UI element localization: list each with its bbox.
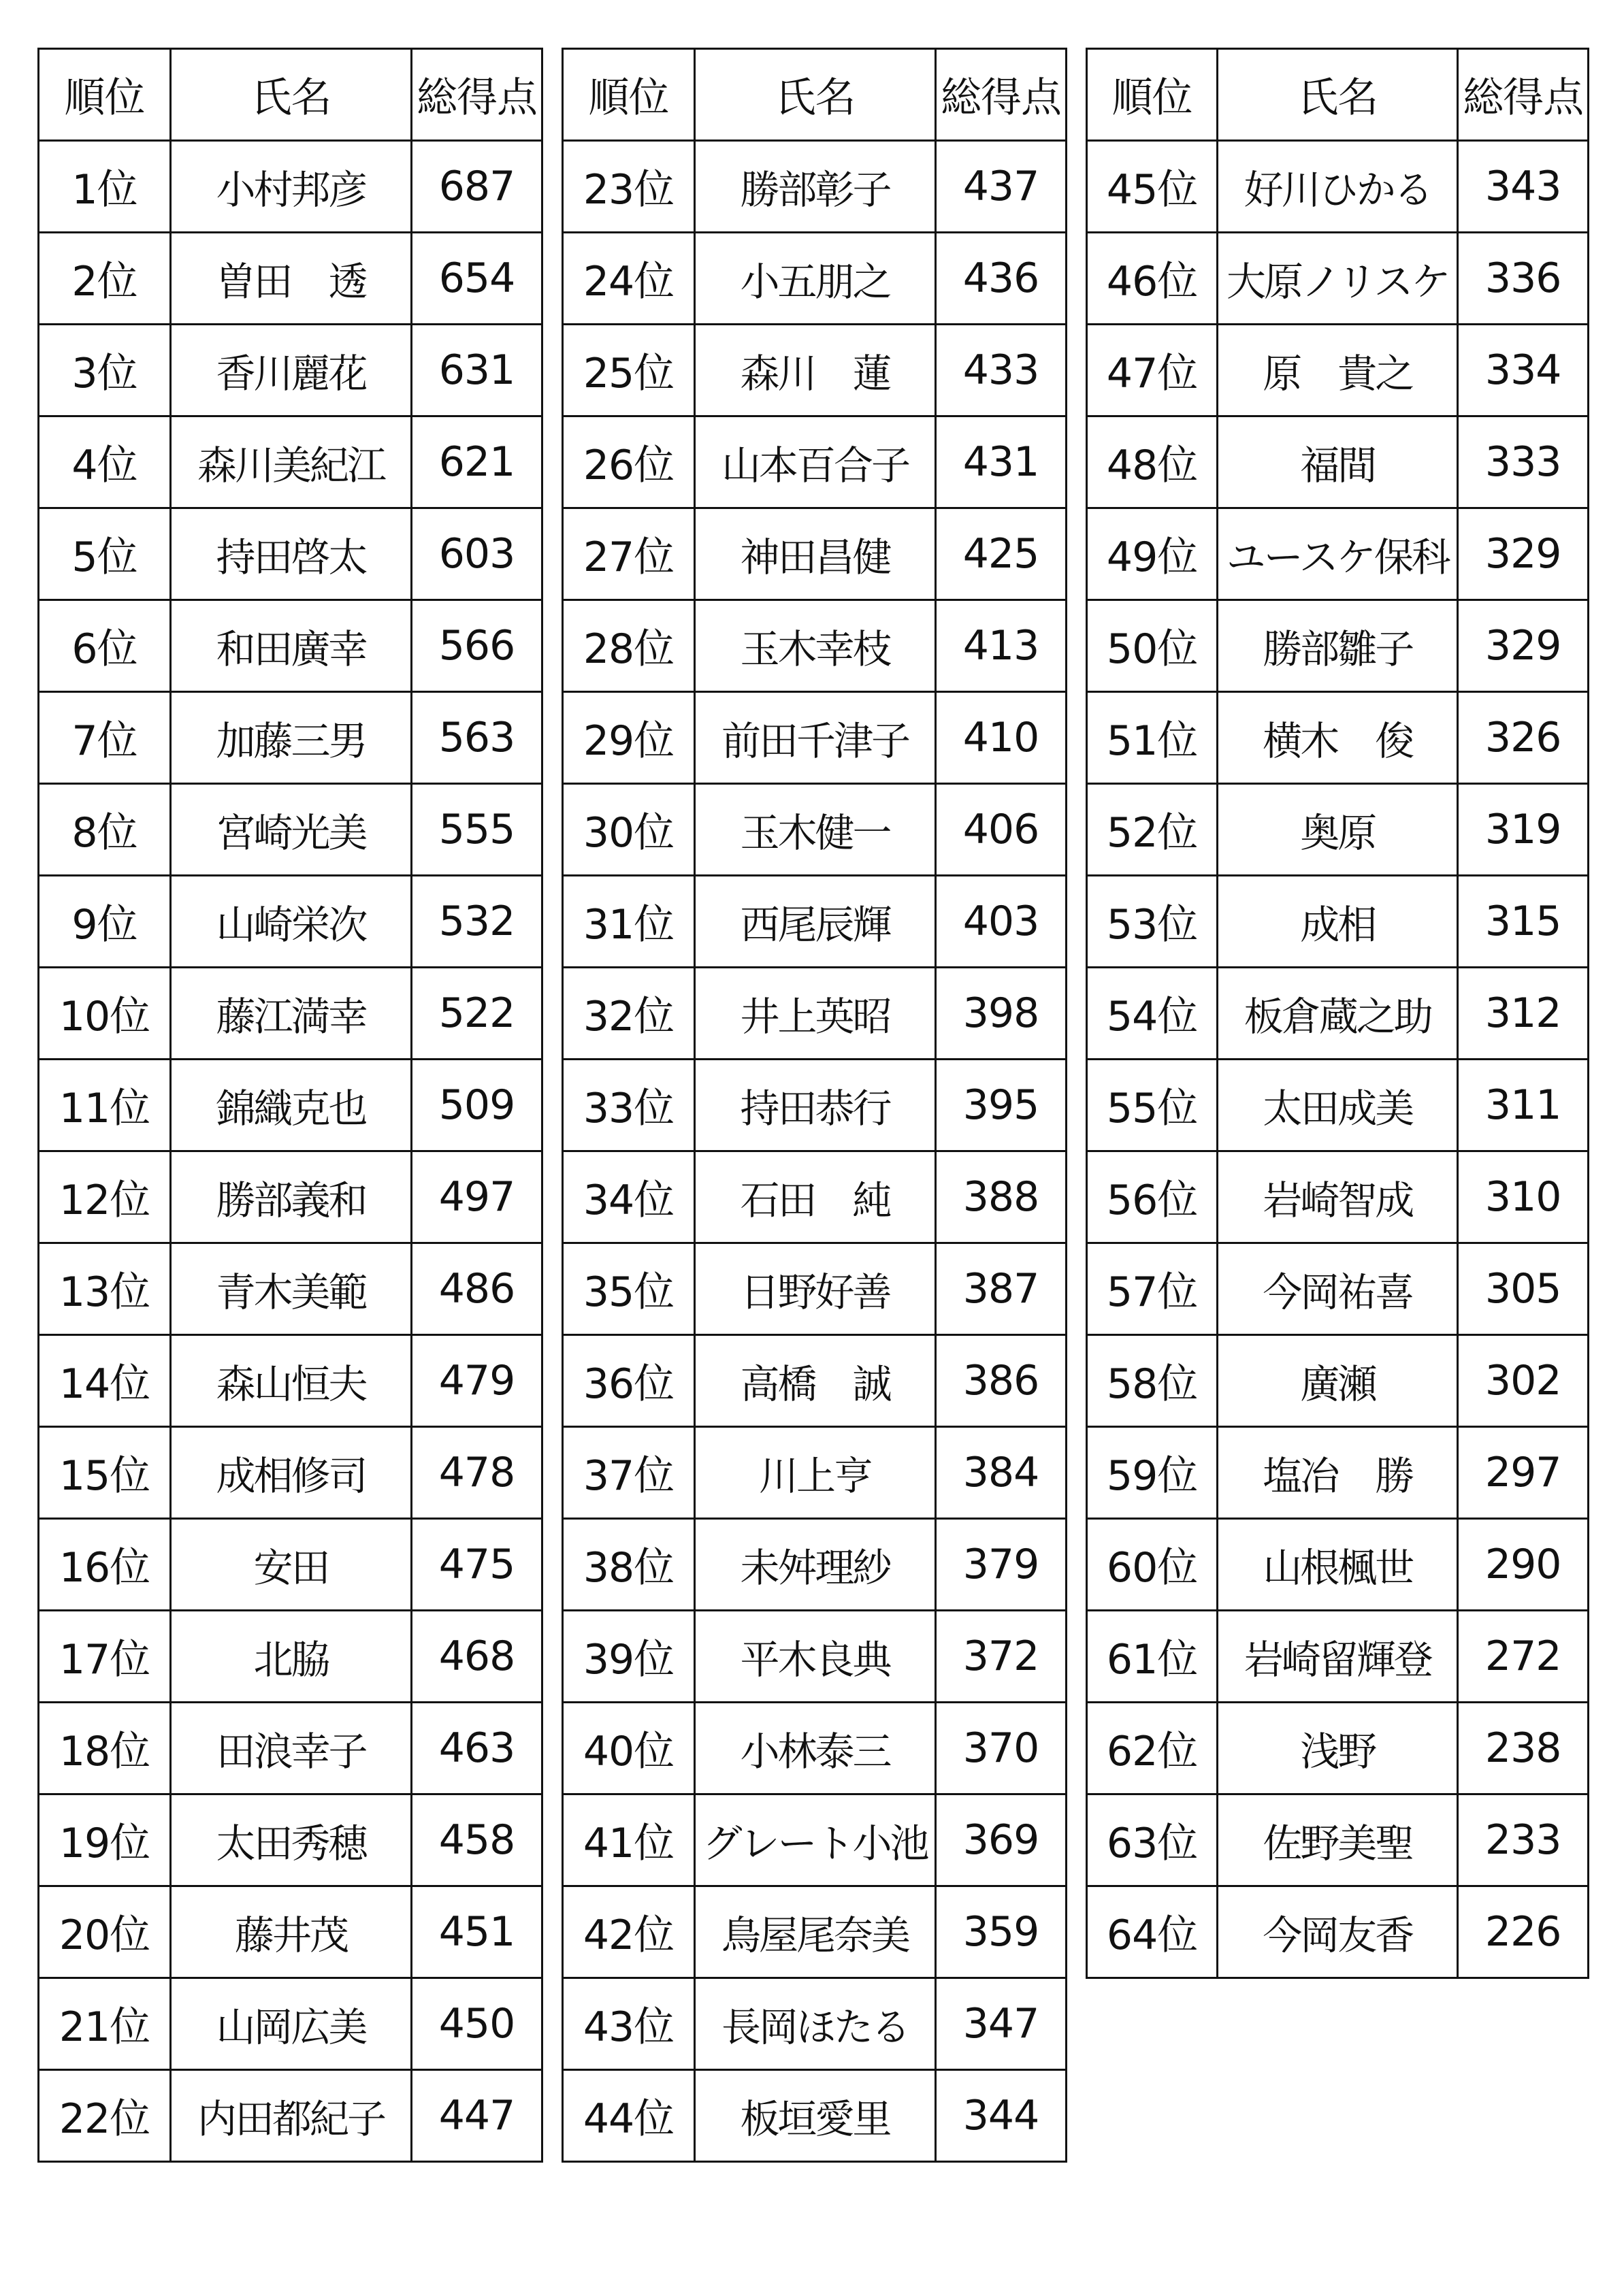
table-row	[39, 325, 542, 416]
name-cell: 山崎栄次	[171, 876, 412, 968]
rank-cell: 43位	[563, 1978, 695, 2070]
name-cell: 成相修司	[171, 1427, 412, 1519]
rank-cell: 5位	[39, 508, 171, 600]
score-cell: 497	[412, 1151, 542, 1243]
table-row	[39, 2070, 542, 2162]
rank-cell: 3位	[39, 325, 171, 416]
name-cell: 原 貴之	[1218, 325, 1458, 416]
rank-cell: 33位	[563, 1060, 695, 1151]
rank-cell: 35位	[563, 1243, 695, 1335]
score-cell: 431	[936, 416, 1067, 508]
name-cell: 安田	[171, 1519, 412, 1611]
table-row	[1087, 508, 1589, 600]
score-cell: 555	[412, 784, 542, 876]
score-cell: 450	[412, 1978, 542, 2070]
rank-cell: 4位	[39, 416, 171, 508]
header-row	[39, 49, 542, 141]
rank-cell: 42位	[563, 1886, 695, 1978]
table-row	[563, 1427, 1067, 1519]
rank-cell: 29位	[563, 692, 695, 784]
score-cell: 329	[1458, 600, 1589, 692]
name-cell: 廣瀬	[1218, 1335, 1458, 1427]
table-row	[1087, 968, 1589, 1060]
name-cell: グレート小池	[695, 1794, 936, 1886]
score-cell: 386	[936, 1335, 1067, 1427]
table-row	[1087, 1519, 1589, 1611]
rank-cell: 36位	[563, 1335, 695, 1427]
score-cell: 333	[1458, 416, 1589, 508]
table-row	[1087, 784, 1589, 876]
rank-cell: 7位	[39, 692, 171, 784]
table-row	[1087, 600, 1589, 692]
score-cell: 384	[936, 1427, 1067, 1519]
name-cell: 板垣愛里	[695, 2070, 936, 2162]
rank-cell: 51位	[1087, 692, 1218, 784]
table-row	[563, 325, 1067, 416]
rank-cell: 2位	[39, 233, 171, 325]
score-cell: 475	[412, 1519, 542, 1611]
score-cell: 238	[1458, 1703, 1589, 1794]
header-score: 総得点	[936, 49, 1067, 141]
name-cell: 青木美範	[171, 1243, 412, 1335]
score-cell: 233	[1458, 1794, 1589, 1886]
score-cell: 451	[412, 1886, 542, 1978]
score-cell: 398	[936, 968, 1067, 1060]
table-row	[1087, 692, 1589, 784]
name-cell: 藤井茂	[171, 1886, 412, 1978]
score-cell: 437	[936, 141, 1067, 233]
table-row	[1087, 1060, 1589, 1151]
name-cell: 山根楓世	[1218, 1519, 1458, 1611]
score-cell: 687	[412, 141, 542, 233]
score-cell: 388	[936, 1151, 1067, 1243]
header-name: 氏名	[1218, 49, 1458, 141]
score-cell: 347	[936, 1978, 1067, 2070]
name-cell: 今岡友香	[1218, 1886, 1458, 1978]
table-row	[1087, 325, 1589, 416]
rank-cell: 62位	[1087, 1703, 1218, 1794]
table-row	[39, 1427, 542, 1519]
name-cell: 日野好善	[695, 1243, 936, 1335]
name-cell: 川上亨	[695, 1427, 936, 1519]
name-cell: 佐野美聖	[1218, 1794, 1458, 1886]
table-row	[39, 1703, 542, 1794]
name-cell: 勝部義和	[171, 1151, 412, 1243]
rank-cell: 15位	[39, 1427, 171, 1519]
table-row	[39, 1519, 542, 1611]
rank-cell: 40位	[563, 1703, 695, 1794]
table-row	[563, 1060, 1067, 1151]
table-row	[563, 1519, 1067, 1611]
score-cell: 336	[1458, 233, 1589, 325]
rank-cell: 22位	[39, 2070, 171, 2162]
rank-cell: 32位	[563, 968, 695, 1060]
name-cell: 錦織克也	[171, 1060, 412, 1151]
name-cell: 成相	[1218, 876, 1458, 968]
name-cell: 塩冶 勝	[1218, 1427, 1458, 1519]
table-row	[39, 1794, 542, 1886]
score-cell: 406	[936, 784, 1067, 876]
score-cell: 436	[936, 233, 1067, 325]
table-row	[39, 416, 542, 508]
score-cell: 463	[412, 1703, 542, 1794]
table-row	[1087, 416, 1589, 508]
score-cell: 290	[1458, 1519, 1589, 1611]
header-score: 総得点	[412, 49, 542, 141]
table-row	[563, 1886, 1067, 1978]
rank-cell: 28位	[563, 600, 695, 692]
rank-cell: 61位	[1087, 1611, 1218, 1703]
name-cell: 田浪幸子	[171, 1703, 412, 1794]
rank-cell: 60位	[1087, 1519, 1218, 1611]
rank-cell: 58位	[1087, 1335, 1218, 1427]
score-cell: 326	[1458, 692, 1589, 784]
table-row	[1087, 1794, 1589, 1886]
rank-cell: 8位	[39, 784, 171, 876]
name-cell: 藤江満幸	[171, 968, 412, 1060]
name-cell: 森山恒夫	[171, 1335, 412, 1427]
rank-cell: 11位	[39, 1060, 171, 1151]
score-cell: 563	[412, 692, 542, 784]
rank-cell: 59位	[1087, 1427, 1218, 1519]
ranking-table-3	[1086, 48, 1589, 1979]
rank-cell: 23位	[563, 141, 695, 233]
name-cell: 小林泰三	[695, 1703, 936, 1794]
table-row	[39, 600, 542, 692]
score-cell: 297	[1458, 1427, 1589, 1519]
table-row	[563, 968, 1067, 1060]
table-row	[563, 876, 1067, 968]
score-cell: 379	[936, 1519, 1067, 1611]
name-cell: 井上英昭	[695, 968, 936, 1060]
name-cell: 石田 純	[695, 1151, 936, 1243]
name-cell: 横木 俊	[1218, 692, 1458, 784]
name-cell: 小五朋之	[695, 233, 936, 325]
table-row	[39, 784, 542, 876]
name-cell: 好川ひかる	[1218, 141, 1458, 233]
table-row	[1087, 1703, 1589, 1794]
header-rank: 順位	[563, 49, 695, 141]
name-cell: 山岡広美	[171, 1978, 412, 2070]
score-cell: 343	[1458, 141, 1589, 233]
score-cell: 425	[936, 508, 1067, 600]
table-row	[1087, 1151, 1589, 1243]
name-cell: 持田啓太	[171, 508, 412, 600]
table-row	[39, 508, 542, 600]
score-cell: 310	[1458, 1151, 1589, 1243]
name-cell: 板倉蔵之助	[1218, 968, 1458, 1060]
rank-cell: 10位	[39, 968, 171, 1060]
score-cell: 458	[412, 1794, 542, 1886]
table-row	[39, 968, 542, 1060]
score-cell: 272	[1458, 1611, 1589, 1703]
table-row	[563, 1794, 1067, 1886]
table-row	[563, 1335, 1067, 1427]
rank-cell: 19位	[39, 1794, 171, 1886]
table-row	[1087, 1611, 1589, 1703]
rank-cell: 39位	[563, 1611, 695, 1703]
name-cell: 太田成美	[1218, 1060, 1458, 1151]
score-cell: 370	[936, 1703, 1067, 1794]
name-cell: 北脇	[171, 1611, 412, 1703]
table-row	[563, 141, 1067, 233]
score-cell: 329	[1458, 508, 1589, 600]
header-row	[1087, 49, 1589, 141]
score-cell: 372	[936, 1611, 1067, 1703]
score-cell: 654	[412, 233, 542, 325]
name-cell: 太田秀穂	[171, 1794, 412, 1886]
rank-cell: 21位	[39, 1978, 171, 2070]
rank-cell: 44位	[563, 2070, 695, 2162]
table-row	[39, 1060, 542, 1151]
score-cell: 226	[1458, 1886, 1589, 1978]
rank-cell: 64位	[1087, 1886, 1218, 1978]
table-row	[39, 1886, 542, 1978]
rank-cell: 24位	[563, 233, 695, 325]
table-row	[563, 1151, 1067, 1243]
name-cell: 前田千津子	[695, 692, 936, 784]
name-cell: 神田昌健	[695, 508, 936, 600]
rank-cell: 53位	[1087, 876, 1218, 968]
table-row	[1087, 141, 1589, 233]
table-row	[563, 600, 1067, 692]
rank-cell: 47位	[1087, 325, 1218, 416]
name-cell: 玉木健一	[695, 784, 936, 876]
name-cell: 和田廣幸	[171, 600, 412, 692]
name-cell: 平木良典	[695, 1611, 936, 1703]
score-cell: 479	[412, 1335, 542, 1427]
score-cell: 344	[936, 2070, 1067, 2162]
rank-cell: 34位	[563, 1151, 695, 1243]
table-row	[563, 1703, 1067, 1794]
rank-cell: 38位	[563, 1519, 695, 1611]
rank-cell: 56位	[1087, 1151, 1218, 1243]
score-cell: 413	[936, 600, 1067, 692]
score-cell: 410	[936, 692, 1067, 784]
table-row	[563, 1978, 1067, 2070]
rank-cell: 9位	[39, 876, 171, 968]
name-cell: 玉木幸枝	[695, 600, 936, 692]
name-cell: 大原ノリスケ	[1218, 233, 1458, 325]
rank-cell: 46位	[1087, 233, 1218, 325]
score-cell: 359	[936, 1886, 1067, 1978]
score-cell: 447	[412, 2070, 542, 2162]
table-row	[39, 1611, 542, 1703]
score-cell: 468	[412, 1611, 542, 1703]
name-cell: 勝部彰子	[695, 141, 936, 233]
table-row	[39, 233, 542, 325]
name-cell: 宮崎光美	[171, 784, 412, 876]
rank-cell: 50位	[1087, 600, 1218, 692]
header-rank: 順位	[39, 49, 171, 141]
score-cell: 302	[1458, 1335, 1589, 1427]
name-cell: 高橋 誠	[695, 1335, 936, 1427]
rank-cell: 52位	[1087, 784, 1218, 876]
rank-cell: 1位	[39, 141, 171, 233]
rank-cell: 26位	[563, 416, 695, 508]
table-row	[1087, 876, 1589, 968]
score-cell: 486	[412, 1243, 542, 1335]
score-cell: 311	[1458, 1060, 1589, 1151]
name-cell: 長岡ほたる	[695, 1978, 936, 2070]
header-score: 総得点	[1458, 49, 1589, 141]
score-cell: 334	[1458, 325, 1589, 416]
table-row	[1087, 1243, 1589, 1335]
table-row	[39, 1151, 542, 1243]
table-row	[39, 1243, 542, 1335]
rank-cell: 27位	[563, 508, 695, 600]
table-row	[1087, 233, 1589, 325]
name-cell: 勝部雛子	[1218, 600, 1458, 692]
table-row	[1087, 1886, 1589, 1978]
score-cell: 532	[412, 876, 542, 968]
rank-cell: 13位	[39, 1243, 171, 1335]
name-cell: 今岡祐喜	[1218, 1243, 1458, 1335]
rank-cell: 31位	[563, 876, 695, 968]
score-cell: 433	[936, 325, 1067, 416]
rank-cell: 12位	[39, 1151, 171, 1243]
rank-cell: 25位	[563, 325, 695, 416]
score-cell: 387	[936, 1243, 1067, 1335]
table-row	[563, 416, 1067, 508]
score-cell: 319	[1458, 784, 1589, 876]
table-row	[1087, 1335, 1589, 1427]
table-row	[39, 141, 542, 233]
table-row	[39, 1335, 542, 1427]
name-cell: 香川麗花	[171, 325, 412, 416]
name-cell: 小村邦彦	[171, 141, 412, 233]
score-cell: 621	[412, 416, 542, 508]
score-cell: 522	[412, 968, 542, 1060]
rank-cell: 20位	[39, 1886, 171, 1978]
header-name: 氏名	[171, 49, 412, 141]
score-cell: 395	[936, 1060, 1067, 1151]
rank-cell: 55位	[1087, 1060, 1218, 1151]
score-cell: 603	[412, 508, 542, 600]
score-cell: 566	[412, 600, 542, 692]
name-cell: 岩崎智成	[1218, 1151, 1458, 1243]
table-row	[39, 876, 542, 968]
header-name: 氏名	[695, 49, 936, 141]
rank-cell: 6位	[39, 600, 171, 692]
name-cell: 山本百合子	[695, 416, 936, 508]
name-cell: 加藤三男	[171, 692, 412, 784]
header-rank: 順位	[1087, 49, 1218, 141]
rank-cell: 49位	[1087, 508, 1218, 600]
rank-cell: 48位	[1087, 416, 1218, 508]
table-row	[563, 233, 1067, 325]
header-row	[563, 49, 1067, 141]
score-cell: 403	[936, 876, 1067, 968]
rank-cell: 63位	[1087, 1794, 1218, 1886]
rank-cell: 18位	[39, 1703, 171, 1794]
name-cell: 森川 蓮	[695, 325, 936, 416]
table-row	[39, 1978, 542, 2070]
table-row	[39, 692, 542, 784]
ranking-tables	[37, 48, 1589, 2198]
name-cell: 浅野	[1218, 1703, 1458, 1794]
score-cell: 305	[1458, 1243, 1589, 1335]
score-cell: 315	[1458, 876, 1589, 968]
rank-cell: 45位	[1087, 141, 1218, 233]
table-row	[563, 2070, 1067, 2162]
name-cell: 鳥屋尾奈美	[695, 1886, 936, 1978]
rank-cell: 37位	[563, 1427, 695, 1519]
score-cell: 631	[412, 325, 542, 416]
name-cell: 持田恭行	[695, 1060, 936, 1151]
score-cell: 369	[936, 1794, 1067, 1886]
name-cell: 未舛理紗	[695, 1519, 936, 1611]
rank-cell: 17位	[39, 1611, 171, 1703]
score-cell: 478	[412, 1427, 542, 1519]
rank-cell: 54位	[1087, 968, 1218, 1060]
name-cell: 奥原	[1218, 784, 1458, 876]
ranking-table-1	[37, 48, 543, 2163]
name-cell: 岩崎留輝登	[1218, 1611, 1458, 1703]
rank-cell: 57位	[1087, 1243, 1218, 1335]
rank-cell: 14位	[39, 1335, 171, 1427]
name-cell: ユースケ保科	[1218, 508, 1458, 600]
table-row	[1087, 1427, 1589, 1519]
table-row	[563, 508, 1067, 600]
name-cell: 曽田 透	[171, 233, 412, 325]
ranking-table-2	[562, 48, 1067, 2163]
table-row	[563, 1611, 1067, 1703]
name-cell: 福間	[1218, 416, 1458, 508]
rank-cell: 30位	[563, 784, 695, 876]
table-row	[563, 692, 1067, 784]
rank-cell: 16位	[39, 1519, 171, 1611]
score-cell: 509	[412, 1060, 542, 1151]
table-row	[563, 784, 1067, 876]
table-row	[563, 1243, 1067, 1335]
score-cell: 312	[1458, 968, 1589, 1060]
name-cell: 西尾辰輝	[695, 876, 936, 968]
rank-cell: 41位	[563, 1794, 695, 1886]
name-cell: 内田都紀子	[171, 2070, 412, 2162]
name-cell: 森川美紀江	[171, 416, 412, 508]
